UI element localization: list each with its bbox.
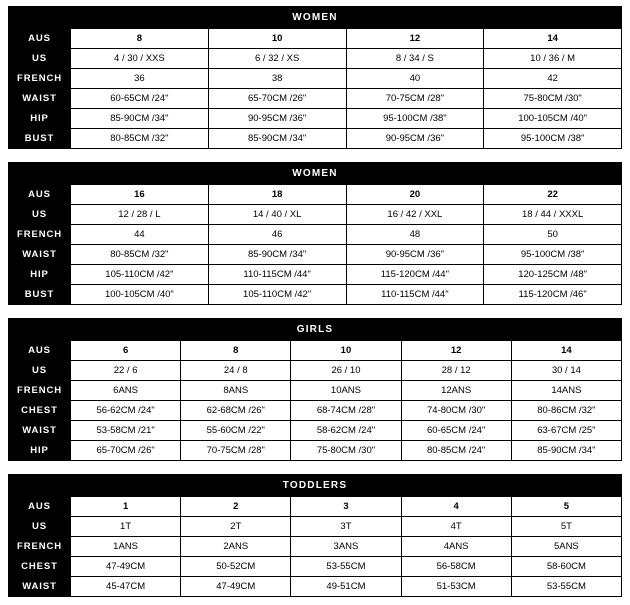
table-row — [9, 285, 622, 305]
table-cell: 10 — [208, 29, 346, 49]
table-cell: 44 — [71, 225, 209, 245]
table-cell: 55-60CM /22" — [181, 421, 291, 441]
table-row — [9, 557, 622, 577]
row-label: HIP — [9, 265, 71, 285]
table-cell: 120-125CM /48" — [484, 265, 622, 285]
table-cell: 48 — [346, 225, 484, 245]
table-cell: 12 — [346, 29, 484, 49]
table-cell: 56-58CM — [401, 557, 511, 577]
row-label: US — [9, 49, 71, 69]
row-label: WAIST — [9, 89, 71, 109]
table-cell: 30 / 14 — [511, 361, 621, 381]
table-cell: 95-100CM /38" — [484, 129, 622, 149]
table-cell: 105-110CM /42" — [208, 285, 346, 305]
table-row — [9, 381, 622, 401]
table-cell: 5 — [511, 497, 621, 517]
table-cell: 74-80CM /30" — [401, 401, 511, 421]
row-label: AUS — [9, 341, 71, 361]
table-cell: 90-95CM /36" — [346, 129, 484, 149]
table-cell: 53-55CM — [291, 557, 401, 577]
row-label: FRENCH — [9, 225, 71, 245]
table-cell: 105-110CM /42" — [71, 265, 209, 285]
table-cell: 80-86CM /32" — [511, 401, 621, 421]
table-cell: 6ANS — [71, 381, 181, 401]
table-cell: 18 / 44 / XXXL — [484, 205, 622, 225]
table-cell: 5T — [511, 517, 621, 537]
table-row — [9, 49, 622, 69]
table-cell: 4T — [401, 517, 511, 537]
table-cell: 80-85CM /24" — [401, 441, 511, 461]
row-label: US — [9, 361, 71, 381]
table-cell: 1 — [71, 497, 181, 517]
row-label: WAIST — [9, 421, 71, 441]
table-cell: 3 — [291, 497, 401, 517]
table-cell: 100-105CM /40" — [484, 109, 622, 129]
row-label: WAIST — [9, 245, 71, 265]
table-row — [9, 129, 622, 149]
table-cell: 36 — [71, 69, 209, 89]
table-cell: 56-62CM /24" — [71, 401, 181, 421]
table-cell: 62-68CM /26" — [181, 401, 291, 421]
table-row — [9, 537, 622, 557]
table-cell: 12 — [401, 341, 511, 361]
size-table-girls — [8, 318, 622, 461]
table-cell: 100-105CM /40" — [71, 285, 209, 305]
table-cell: 1T — [71, 517, 181, 537]
table-cell: 110-115CM /44" — [208, 265, 346, 285]
table-cell: 53-55CM — [511, 577, 621, 597]
table-cell: 70-75CM /28" — [346, 89, 484, 109]
table-cell: 47-49CM — [181, 577, 291, 597]
table-cell: 90-95CM /36" — [208, 109, 346, 129]
table-cell: 1ANS — [71, 537, 181, 557]
table-cell: 10 / 36 / M — [484, 49, 622, 69]
table-cell: 85-90CM /34" — [511, 441, 621, 461]
table-cell: 18 — [208, 185, 346, 205]
table-row — [9, 361, 622, 381]
table-cell: 115-120CM /46" — [484, 285, 622, 305]
row-label: FRENCH — [9, 381, 71, 401]
table-row — [9, 265, 622, 285]
row-label: CHEST — [9, 401, 71, 421]
table-cell: 14 — [511, 341, 621, 361]
table-cell: 60-65CM /24" — [71, 89, 209, 109]
table-cell: 5ANS — [511, 537, 621, 557]
table-cell: 8 / 34 / S — [346, 49, 484, 69]
row-label: AUS — [9, 29, 71, 49]
table-cell: 10ANS — [291, 381, 401, 401]
table-cell: 75-80CM /30" — [291, 441, 401, 461]
table-cell: 4 / 30 / XXS — [71, 49, 209, 69]
table-row — [9, 441, 622, 461]
table-row — [9, 205, 622, 225]
table-cell: 8 — [71, 29, 209, 49]
table-cell: 3ANS — [291, 537, 401, 557]
table-cell: 46 — [208, 225, 346, 245]
table-cell: 16 — [71, 185, 209, 205]
table-row — [9, 89, 622, 109]
table-cell: 24 / 8 — [181, 361, 291, 381]
table-cell: 95-100CM /38" — [346, 109, 484, 129]
table-row — [9, 185, 622, 205]
table-caption: WOMEN — [8, 162, 622, 184]
table-cell: 68-74CM /28" — [291, 401, 401, 421]
row-label: FRENCH — [9, 69, 71, 89]
table-cell: 12ANS — [401, 381, 511, 401]
table-caption: WOMEN — [8, 6, 622, 28]
table-row — [9, 497, 622, 517]
table-row — [9, 517, 622, 537]
table-row — [9, 109, 622, 129]
table-cell: 110-115CM /44" — [346, 285, 484, 305]
table-cell: 2ANS — [181, 537, 291, 557]
table-row — [9, 577, 622, 597]
table-row — [9, 341, 622, 361]
table-cell: 95-100CM /38" — [484, 245, 622, 265]
table-cell: 42 — [484, 69, 622, 89]
table-row — [9, 225, 622, 245]
table-cell: 22 / 6 — [71, 361, 181, 381]
table-cell: 22 — [484, 185, 622, 205]
table-cell: 20 — [346, 185, 484, 205]
table-cell: 60-65CM /24" — [401, 421, 511, 441]
table-cell: 53-58CM /21" — [71, 421, 181, 441]
table-cell: 47-49CM — [71, 557, 181, 577]
row-label: BUST — [9, 129, 71, 149]
row-label: US — [9, 517, 71, 537]
table-cell: 70-75CM /28" — [181, 441, 291, 461]
table-cell: 80-85CM /32" — [71, 245, 209, 265]
row-label: HIP — [9, 441, 71, 461]
row-label: HIP — [9, 109, 71, 129]
row-label: FRENCH — [9, 537, 71, 557]
table-row — [9, 421, 622, 441]
table-cell: 40 — [346, 69, 484, 89]
table-cell: 50-52CM — [181, 557, 291, 577]
table-cell: 90-95CM /36" — [346, 245, 484, 265]
table-cell: 63-67CM /25" — [511, 421, 621, 441]
table-caption: GIRLS — [8, 318, 622, 340]
row-label: WAIST — [9, 577, 71, 597]
table-cell: 6 / 32 / XS — [208, 49, 346, 69]
table-cell: 10 — [291, 341, 401, 361]
row-label: AUS — [9, 185, 71, 205]
table-cell: 45-47CM — [71, 577, 181, 597]
table-cell: 12 / 28 / L — [71, 205, 209, 225]
size-table-toddlers — [8, 474, 622, 597]
table-cell: 49-51CM — [291, 577, 401, 597]
table-cell: 28 / 12 — [401, 361, 511, 381]
table-cell: 4ANS — [401, 537, 511, 557]
table-cell: 75-80CM /30" — [484, 89, 622, 109]
table-cell: 80-85CM /32" — [71, 129, 209, 149]
row-label: AUS — [9, 497, 71, 517]
table-cell: 6 — [71, 341, 181, 361]
row-label: BUST — [9, 285, 71, 305]
table-cell: 51-53CM — [401, 577, 511, 597]
table-cell: 3T — [291, 517, 401, 537]
table-cell: 14ANS — [511, 381, 621, 401]
table-cell: 8 — [181, 341, 291, 361]
table-cell: 16 / 42 / XXL — [346, 205, 484, 225]
row-label: US — [9, 205, 71, 225]
table-cell: 2 — [181, 497, 291, 517]
table-cell: 58-60CM — [511, 557, 621, 577]
table-cell: 2T — [181, 517, 291, 537]
table-cell: 14 — [484, 29, 622, 49]
size-table-women-small — [8, 6, 622, 149]
table-cell: 115-120CM /44" — [346, 265, 484, 285]
table-cell: 58-62CM /24" — [291, 421, 401, 441]
table-cell: 14 / 40 / XL — [208, 205, 346, 225]
table-cell: 65-70CM /26" — [71, 441, 181, 461]
table-cell: 65-70CM /26" — [208, 89, 346, 109]
table-row — [9, 69, 622, 89]
table-cell: 85-90CM /34" — [208, 245, 346, 265]
table-cell: 85-90CM /34" — [71, 109, 209, 129]
table-row — [9, 401, 622, 421]
table-cell: 85-90CM /34" — [208, 129, 346, 149]
table-cell: 50 — [484, 225, 622, 245]
table-caption: TODDLERS — [8, 474, 622, 496]
table-cell: 8ANS — [181, 381, 291, 401]
table-cell: 38 — [208, 69, 346, 89]
size-table-women-large — [8, 162, 622, 305]
table-cell: 4 — [401, 497, 511, 517]
table-row — [9, 29, 622, 49]
table-cell: 26 / 10 — [291, 361, 401, 381]
row-label: CHEST — [9, 557, 71, 577]
table-row — [9, 245, 622, 265]
